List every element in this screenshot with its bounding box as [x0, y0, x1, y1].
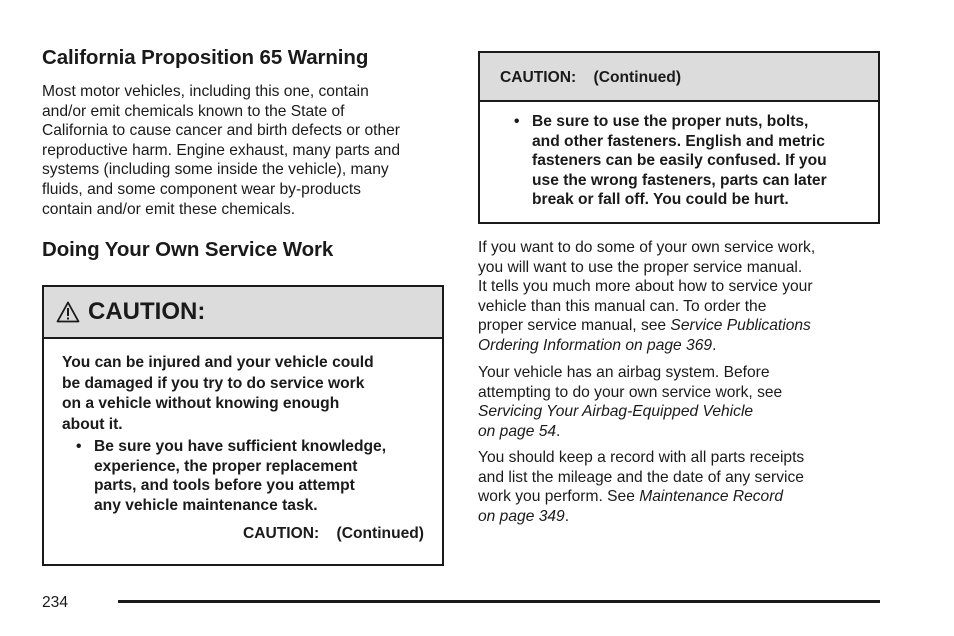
text-line: Most motor vehicles, including this one, contain	[42, 83, 369, 100]
caution-continued-box	[478, 51, 880, 224]
text-line: experience, the proper replacement	[94, 457, 358, 475]
reference-link[interactable]: on page 54	[478, 422, 557, 440]
text-span: .	[556, 422, 561, 440]
text-line: and list the mileage and the date of any service	[478, 468, 804, 486]
text-span: work you perform. See	[478, 488, 640, 506]
text-line	[478, 487, 880, 507]
text-line: Be sure you have sufficient knowledge,	[94, 438, 387, 455]
reference-link[interactable]: on page 349	[478, 507, 565, 525]
text-line: use the wrong fasteners, parts can later	[532, 171, 827, 189]
service-manual-paragraph	[478, 238, 880, 356]
prop65-heading: California Proposition 65 Warning	[42, 46, 369, 69]
bullet-icon: •	[76, 438, 82, 455]
text-line: You can be injured and your vehicle could	[62, 354, 374, 371]
text-line: and other fasteners. English and metric	[532, 132, 825, 150]
text-span: .	[564, 507, 570, 525]
text-line: systems (including some inside the vehicle), many	[42, 161, 389, 179]
caution-body	[44, 339, 442, 515]
text-line	[478, 422, 880, 442]
text-line	[478, 336, 880, 356]
warning-triangle-icon	[56, 301, 80, 323]
text-line	[478, 507, 880, 527]
text-line: You should keep a record with all parts receipts	[478, 449, 805, 466]
text-span: .	[712, 336, 717, 354]
caution-title: CAUTION:	[88, 298, 206, 325]
service-heading: Doing Your Own Service Work	[42, 238, 334, 261]
text-line: Be sure to use the proper nuts, bolts,	[532, 113, 809, 130]
text-line: any vehicle maintenance task.	[94, 496, 318, 514]
caution-header	[44, 287, 442, 339]
reference-link[interactable]: Ordering Information on page 369	[478, 336, 713, 354]
caution-continued-label: CAUTION: (Continued)	[242, 525, 424, 542]
caution-box	[42, 285, 444, 566]
caution-bullet	[500, 112, 878, 210]
text-line: If you want to do some of your own service work,	[478, 239, 816, 256]
airbag-paragraph	[478, 363, 880, 441]
footer-divider	[118, 600, 880, 603]
caution-bullet	[62, 437, 442, 515]
text-line: fluids, and some component wear by-products	[42, 180, 361, 198]
reference-link[interactable]: Service Publications	[670, 317, 811, 335]
text-line: reproductive harm. Engine exhaust, many parts and	[42, 141, 400, 159]
prop65-paragraph	[42, 82, 446, 219]
text-line: be damaged if you try to do service work	[62, 374, 365, 392]
text-line	[478, 402, 880, 422]
text-line: and/or emit chemicals known to the State of	[42, 102, 345, 120]
caution-continued-body	[480, 102, 878, 210]
text-line: on a vehicle without knowing enough	[62, 395, 340, 412]
caution-continued-header: CAUTION: (Continued)	[480, 53, 878, 102]
text-line: you will want to use the proper service manual.	[478, 258, 803, 276]
text-line: It tells you much more about how to service your	[478, 278, 813, 296]
reference-link[interactable]: Maintenance Record	[639, 488, 784, 506]
text-line: fasteners can be easily confused. If you	[532, 152, 827, 170]
reference-link[interactable]: Servicing Your Airbag-Equipped Vehicle	[478, 403, 754, 421]
text-line: Your vehicle has an airbag system. Before	[478, 364, 770, 381]
text-line: break or fall off. You could be hurt.	[532, 191, 789, 209]
text-line	[478, 316, 880, 336]
text-span: proper service manual, see	[478, 317, 671, 335]
text-line: vehicle than this manual can. To order the	[478, 297, 767, 315]
text-line: about it.	[62, 415, 123, 433]
maintenance-record-paragraph	[478, 448, 880, 526]
page-number: 234	[42, 594, 69, 611]
text-line: contain and/or emit these chemicals.	[42, 200, 296, 218]
text-line: California to cause cancer and birth defects or other	[42, 122, 400, 140]
text-line: parts, and tools before you attempt	[94, 477, 355, 495]
text-line: attempting to do your own service work, see	[478, 383, 783, 401]
bullet-icon: •	[514, 113, 520, 130]
